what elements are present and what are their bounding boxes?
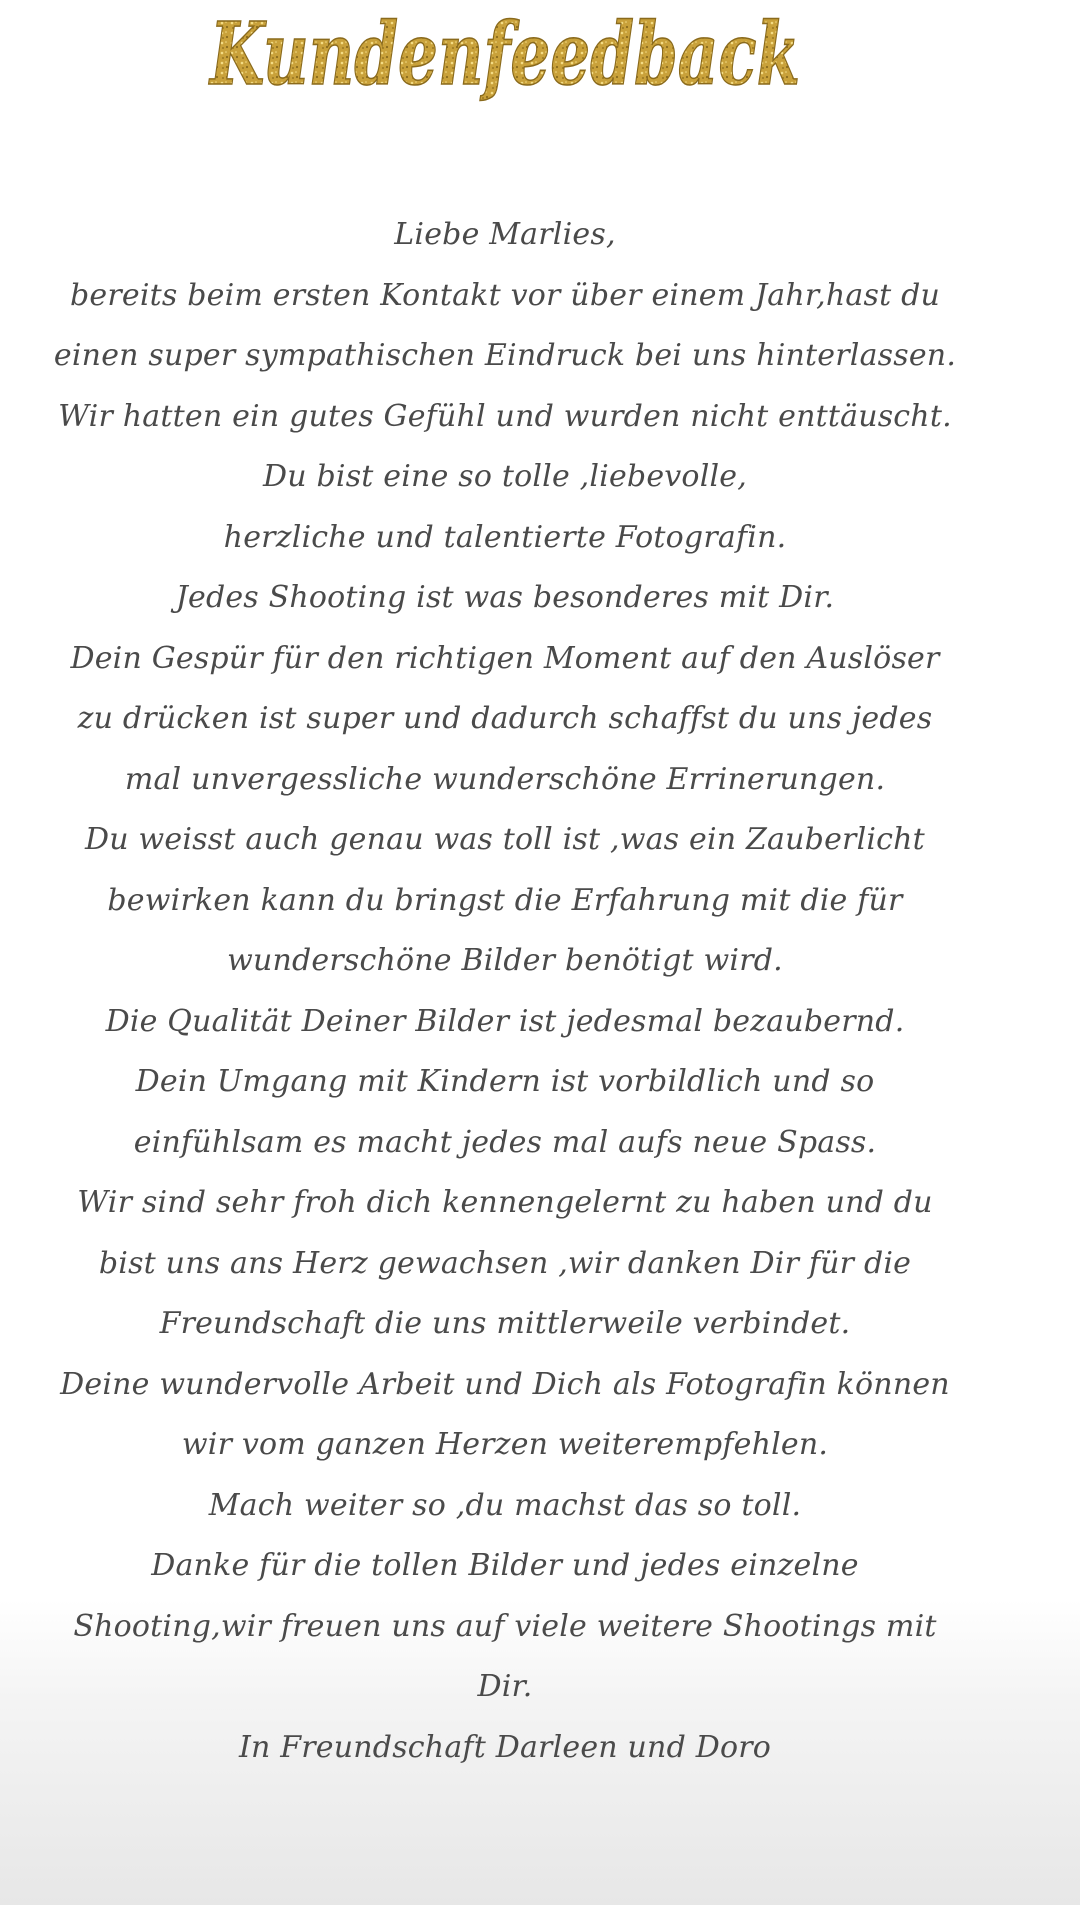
letter-line: bewirken kann du bringst die Erfahrung mit die für bbox=[107, 882, 903, 918]
gold-glitter-title bbox=[0, 0, 1080, 150]
letter-line: mal unvergessliche wunderschöne Errinerungen. bbox=[124, 761, 886, 797]
title-banner bbox=[0, 0, 1080, 150]
letter-greeting: Liebe Marlies, bbox=[394, 217, 616, 252]
letter-line: Dein Umgang mit Kindern ist vorbildlich und so bbox=[135, 1064, 875, 1099]
letter-line: Dir. bbox=[477, 1669, 533, 1704]
letter-line: Wir hatten ein gutes Gefühl und wurden nicht enttäuscht. bbox=[58, 398, 952, 434]
letter-line: Du weisst auch genau was toll ist ,was ein Zauberlicht bbox=[85, 822, 925, 857]
letter-line: Jedes Shooting ist was besonderes mit Dir. bbox=[175, 580, 835, 615]
letter-line: Deine wundervolle Arbeit und Dich als Fotografin können bbox=[60, 1366, 950, 1402]
letter-line: Wir sind sehr froh dich kennengelernt zu haben und du bbox=[77, 1185, 933, 1220]
letter-line: Mach weiter so ,du machst das so toll. bbox=[208, 1487, 802, 1523]
letter-line: zu drücken ist super und dadurch schaffst du uns jedes bbox=[77, 701, 933, 736]
letter-line: Du bist eine so tolle ,liebevolle, bbox=[263, 459, 747, 494]
letter-line: bereits beim ersten Kontakt vor über einem Jahr,hast du bbox=[69, 277, 940, 313]
letter-line: bist uns ans Herz gewachsen ,wir danken Dir für die bbox=[98, 1245, 912, 1281]
letter-line: Dein Gespür für den richtigen Moment auf den Auslöser bbox=[70, 640, 940, 676]
letter-line: Shooting,wir freuen uns auf viele weitere Shootings mit bbox=[73, 1608, 937, 1644]
letter-line: einfühlsam es macht jedes mal aufs neue Spass. bbox=[133, 1124, 877, 1160]
letter-line: herzliche und talentierte Fotografin. bbox=[223, 519, 787, 555]
feedback-letter bbox=[0, 205, 1010, 1778]
letter-line: Die Qualität Deiner Bilder ist jedesmal bezaubernd. bbox=[105, 1003, 905, 1039]
letter-line: einen super sympathischen Eindruck bei uns hinterlassen. bbox=[53, 338, 957, 373]
letter-line: Freundschaft die uns mittlerweile verbindet. bbox=[159, 1306, 851, 1341]
letter-line: wir vom ganzen Herzen weiterempfehlen. bbox=[181, 1427, 829, 1462]
letter-line: Danke für die tollen Bilder und jedes einzelne bbox=[151, 1548, 859, 1583]
letter-signature: In Freundschaft Darleen und Doro bbox=[238, 1729, 772, 1765]
letter-line: wunderschöne Bilder benötigt wird. bbox=[227, 943, 783, 978]
page-title: Kundenfeedback bbox=[207, 4, 800, 105]
